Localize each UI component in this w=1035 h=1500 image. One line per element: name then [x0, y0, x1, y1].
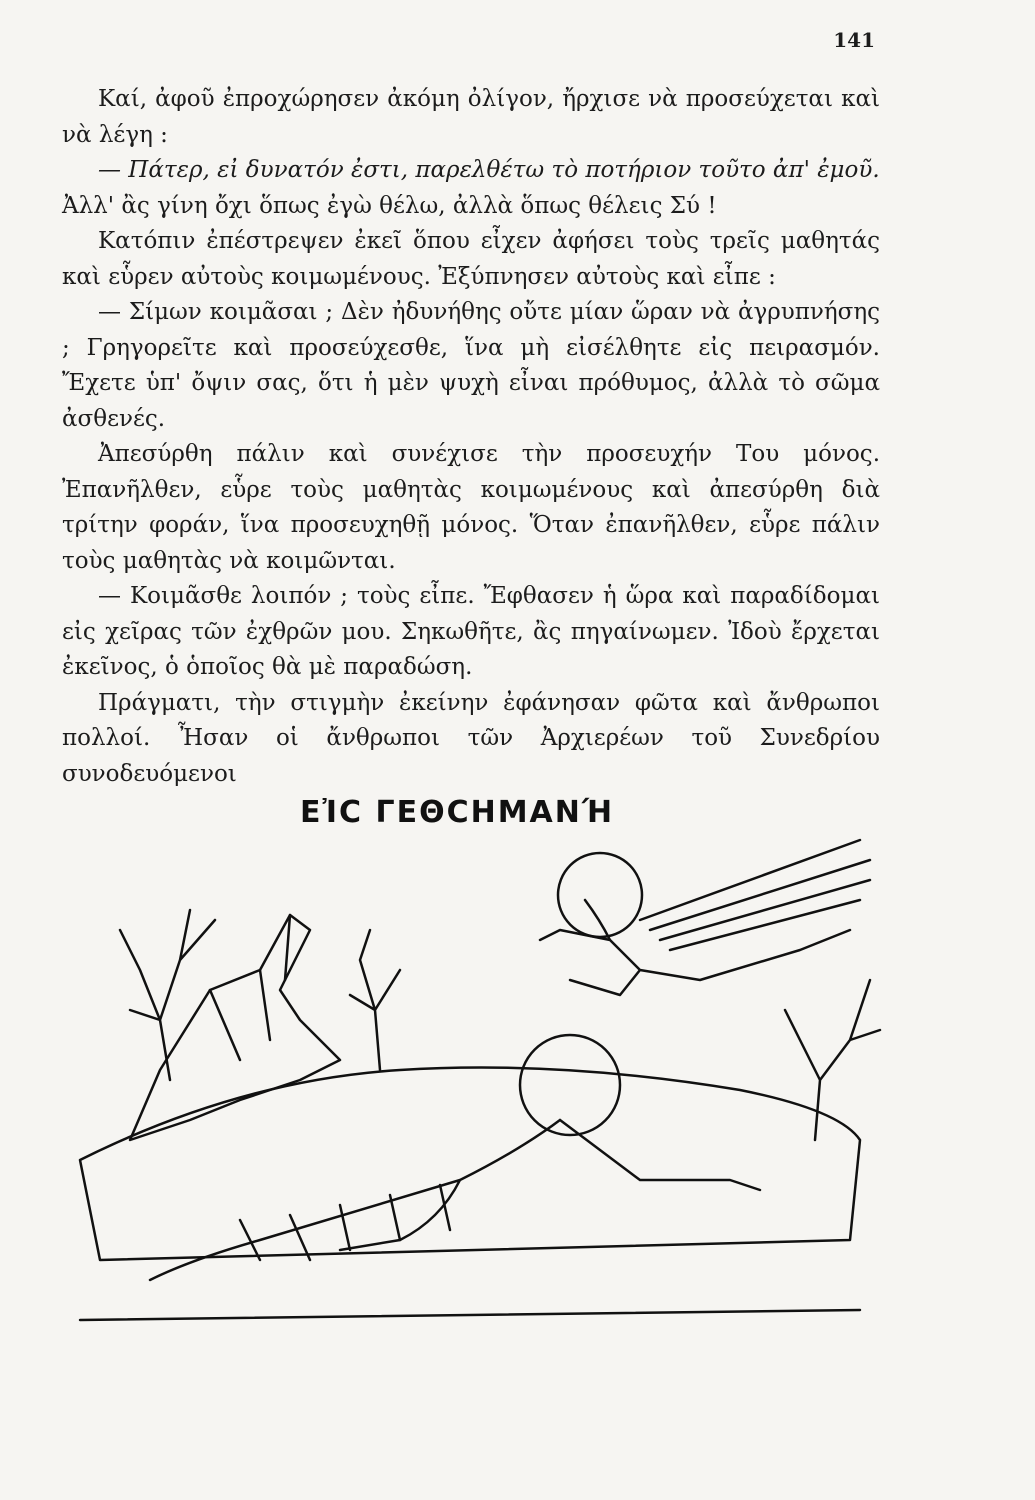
tree-left: [120, 910, 215, 1080]
paragraph: — Σίμων κοιμᾶσαι ; Δὲν ἠδυνήθης οὔτε μίαν ὥραν νὰ ἀγρυπνήσης ; Γρηγορεῖτε καὶ προσεύχεσθε, ἵνα μὴ εἰσέλθητε εἰς πειρασμόν. Ἔχετε ὑπ' ὄψιν σας, ὅτι ἡ μὲν ψυχὴ εἶναι πρόθυμος, ἀλλὰ τὸ σῶμα ἀσθενές.: [62, 299, 880, 432]
tree-right: [785, 980, 880, 1140]
paragraph: Ἀπεσύρθη πάλιν καὶ συνέχισε τὴν προσευχήν Του μόνος. Ἐπανῆλθεν, εὗρε τοὺς μαθητὰς κοιμωμένους καὶ ἀπεσύρθη διὰ τρίτην φοράν, ἵνα προσευχηθῇ μόνος. Ὅταν ἐπανῆλθεν, εὗρε πάλιν τοὺς μαθητὰς νὰ κοιμῶνται.: [62, 441, 880, 574]
gethsemane-illustration: [40, 820, 920, 1340]
paragraph: — Κοιμᾶσθε λοιπόν ; τοὺς εἶπε. Ἔφθασεν ἡ ὥρα καὶ παραδίδομαι εἰς χεῖρας τῶν ἐχθρῶν μου. Σηκωθῆτε, ἂς πηγαίνωμεν. Ἰδοὺ ἔρχεται ἐκεῖνος, ὁ ὁποῖος θὰ μὲ παραδώση.: [62, 583, 880, 680]
ground-line: [80, 1310, 860, 1320]
paragraph: Πράγματι, τὴν στιγμὴν ἐκείνην ἐφάνησαν φῶτα καὶ ἄνθρωποι πολλοί. Ἦσαν οἱ ἄνθρωποι τῶν Ἀρχιερέων τοῦ Συνεδρίου συνοδευόμενοι: [62, 689, 880, 787]
christ-halo: [520, 1035, 620, 1135]
paragraph: Ἀλλ' ἂς γίνη ὄχι ὅπως ἐγὼ θέλω, ἀλλὰ ὅπως θέλεις Σύ !: [62, 192, 717, 219]
paragraph: Καί, ἀφοῦ ἐπροχώρησεν ἀκόμη ὀλίγον, ἤρχισε νὰ προσεύχεται καὶ νὰ λέγη :: [62, 86, 880, 148]
hill-shape: [80, 1068, 860, 1261]
angel-wing: [640, 840, 870, 950]
paragraph-quote: — Πάτερ, εἰ δυνατόν ἐστι, παρελθέτω τὸ ποτήριον τοῦτο ἀπ' ἐμοῦ.: [98, 157, 880, 183]
tree-middle: [350, 930, 400, 1070]
page-number: 141: [833, 28, 875, 52]
paragraph: Κατόπιν ἐπέστρεψεν ἐκεῖ ὅπου εἶχεν ἀφήσει τοὺς τρεῖς μαθητάς καὶ εὗρεν αὐτοὺς κοιμωμένους. Ἐξύπνησεν αὐτοὺς καὶ εἶπε :: [62, 228, 880, 290]
body-text: [62, 82, 880, 792]
illustration-title: ΕἸC ΓΕΘCΗΜΑΝΉ: [300, 795, 615, 830]
